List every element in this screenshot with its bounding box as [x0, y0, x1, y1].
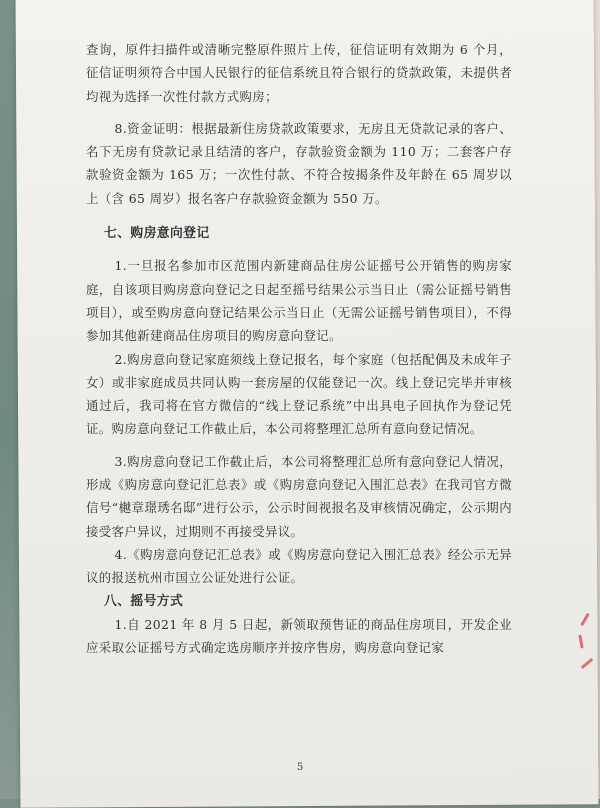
section-heading-lottery-method: 八、摇号方式	[104, 593, 184, 609]
paragraph-fund-proof: 8.资金证明：根据最新住房贷款政策要求，无房且无贷款记录的客户、名下无房有贷款记录且结清的客户，存款验资金额为 110 万；二套客户存款验资金额为 165 万；一次性付款、不符合按揭条件及年龄在 65 周岁以上（含 65 周岁）报名客户存款验资金额为 550 万。	[86, 120, 512, 206]
list-item: 1.一旦报名参加市区范围内新建商品住房公证摇号公开销售的购房家庭，自该项目购房意向登记之日起至摇号结果公示当日止（需公证摇号销售项目），或至购房意向登记结果公示当日止（无需公证摇号销售项目），不得参加其他新建商品住房项目的购房意向登记。	[86, 258, 512, 344]
list-item: 2.购房意向登记家庭须线上登记报名，每个家庭（包括配偶及未成年子女）或非家庭成员共同认购一套房屋的仅能登记一次。线上登记完毕并审核通过后，我司将在官方微信的“线上登记系统”中出具电子回执作为登记凭证。购房意向登记工作截止后，本公司将整理汇总所有意向登记情况。	[86, 351, 512, 437]
section-heading-intent-registration: 七、购房意向登记	[104, 226, 210, 242]
list-item: 4.《购房意向登记汇总表》或《购房意向登记入围汇总表》经公示无异议的报送杭州市国立公证处进行公证。	[86, 546, 512, 586]
list-item: 1.自 2021 年 8 月 5 日起，新领取预售证的商品住房项目，开发企业应采取公证摇号方式确定选房顺序并按序售房，购房意向登记家	[86, 616, 512, 656]
document-body	[86, 38, 512, 659]
list-item: 3.购房意向登记工作截止后，本公司将整理汇总所有意向登记人情况，形成《购房意向登记汇总表》或《购房意向登记入围汇总表》在我司官方微信号“樾章璟琇名邸”进行公示，公示时间视报名及审核情况确定，公示期内接受客户异议，过期则不再接受异议。	[86, 453, 512, 539]
paragraph-credit-report: 查询，原件扫描件或清晰完整原件照片上传，征信证明有效期为 6 个月，征信证明须符合中国人民银行的征信系统且符合银行的贷款政策，未提供者均视为选择一次性付款方式购房；	[86, 42, 512, 104]
red-stamp-fragment	[568, 610, 598, 710]
page-number: 5	[296, 762, 304, 773]
